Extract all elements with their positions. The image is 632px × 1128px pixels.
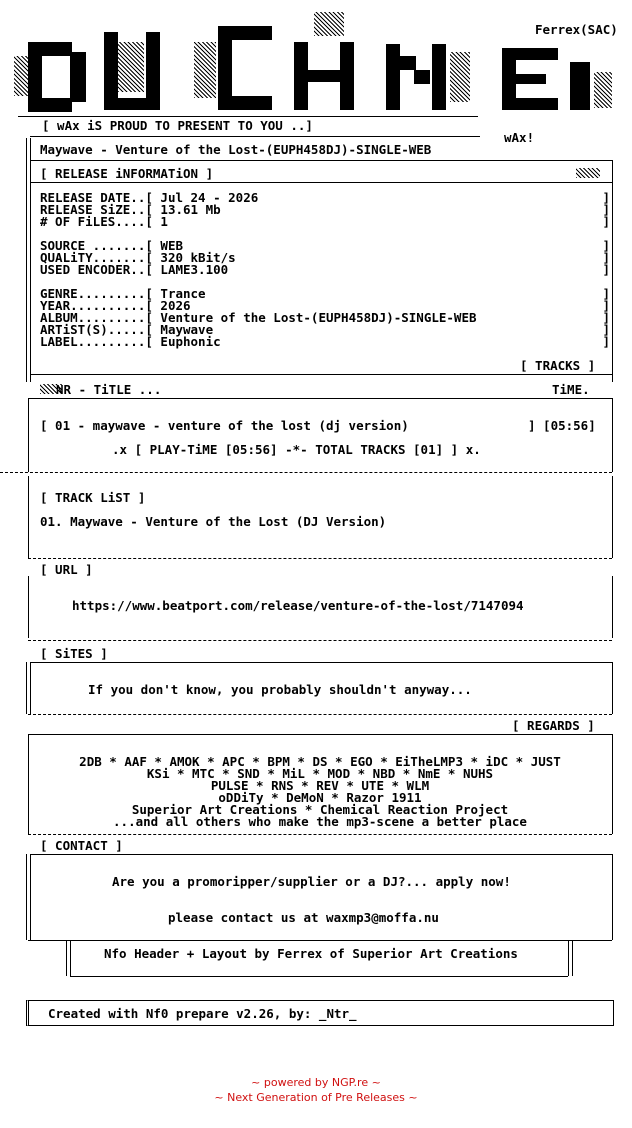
- contact-line-1: Are you a promoripper/supplier or a DJ?... apply now!: [112, 874, 511, 889]
- powered-by: ~ powered by NGP.re ~: [251, 1076, 381, 1089]
- info-close-bracket: ]: [602, 322, 610, 337]
- info-close-bracket: ]: [602, 298, 610, 313]
- playtime-summary: .x [ PLAY-TiME [05:56] -*- TOTAL TRACKS [01] ] x.: [112, 442, 481, 457]
- info-label: ALBUM.........[: [40, 310, 153, 325]
- info-value: Maywave: [160, 322, 214, 337]
- contact-heading: [ CONTACT ]: [40, 838, 123, 853]
- regards-line: oDDiTy * DeMoN * Razor 1911: [218, 790, 422, 805]
- regards-lines: [28, 756, 612, 828]
- header-tagline: [ wAx iS PROUD TO PRESENT TO YOU ..]: [42, 118, 313, 133]
- regards-line: KSi * MTC * SND * MiL * MOD * NBD * NmE * NUHS: [146, 766, 494, 781]
- ascii-logo: [14, 12, 614, 118]
- info-label: YEAR..........[: [40, 298, 153, 313]
- info-close-bracket: ]: [602, 250, 610, 265]
- layout-credit: Nfo Header + Layout by Ferrex of Superior Art Creations: [104, 946, 518, 961]
- header-credit: Ferrex(SAC): [535, 22, 618, 37]
- info-value: Trance: [160, 286, 206, 301]
- info-close-bracket: ]: [602, 214, 610, 229]
- info-close-bracket: ]: [602, 262, 610, 277]
- regards-line: Superior Art Creations * Chemical Reaction Project: [131, 802, 509, 817]
- info-close-bracket: ]: [602, 334, 610, 349]
- info-value: Euphonic: [160, 334, 221, 349]
- info-close-bracket: ]: [602, 286, 610, 301]
- info-value: Venture of the Lost-(EUPH458DJ)-SINGLE-WEB: [160, 310, 477, 325]
- track-row: [ 01 - maywave - venture of the lost (dj version): [40, 418, 409, 433]
- regards-line: 2DB * AAF * AMOK * APC * BPM * DS * EGO * EiTheLMP3 * iDC * JUST: [79, 754, 561, 769]
- tracks-heading: [ TRACKS ]: [520, 358, 596, 373]
- created-with: Created with Nf0 prepare v2.26, by: _Ntr_: [48, 1006, 357, 1021]
- sites-text: If you don't know, you probably shouldn't anyway...: [88, 682, 472, 697]
- wax-tag: wAx!: [504, 130, 535, 145]
- info-value: LAME3.100: [160, 262, 229, 277]
- info-value: Jul 24 - 2026: [160, 190, 259, 205]
- regards-heading: [ REGARDS ]: [512, 718, 595, 733]
- release-info-table: [40, 192, 610, 348]
- info-value: WEB: [160, 238, 183, 253]
- release-name: Maywave - Venture of the Lost-(EUPH458DJ)-SINGLE-WEB: [40, 142, 432, 157]
- col-time: TiME.: [552, 382, 590, 397]
- info-label: GENRE.........[: [40, 286, 153, 301]
- col-nr-title: NR - TiTLE ...: [56, 382, 162, 397]
- info-close-bracket: ]: [602, 190, 610, 205]
- regards-line: ...and all others who make the mp3-scene a better place: [113, 814, 527, 829]
- info-close-bracket: ]: [602, 202, 610, 217]
- track-time: ] [05:56]: [528, 418, 596, 433]
- info-label: USED ENCODER..[: [40, 262, 153, 277]
- info-close-bracket: ]: [602, 238, 610, 253]
- url-heading: [ URL ]: [40, 562, 93, 577]
- info-label: # OF FiLES....[: [40, 214, 153, 229]
- contact-email[interactable]: please contact us at waxmp3@moffa.nu: [168, 910, 439, 925]
- info-label: SOURCE .......[: [40, 238, 153, 253]
- info-row: [40, 264, 610, 276]
- info-label: RELEASE DATE..[: [40, 190, 153, 205]
- powered-tagline: ~ Next Generation of Pre Releases ~: [214, 1091, 418, 1104]
- info-label: ARTiST(S).....[: [40, 322, 153, 337]
- info-value: 13.61 Mb: [160, 202, 221, 217]
- info-close-bracket: ]: [602, 310, 610, 325]
- sites-heading: [ SiTES ]: [40, 646, 108, 661]
- info-row: [40, 216, 610, 228]
- track-list-heading: [ TRACK LiST ]: [40, 490, 146, 505]
- release-info-heading: [ RELEASE iNFORMATiON ]: [40, 166, 214, 181]
- info-value: 1: [160, 214, 168, 229]
- info-label: QUALiTY.......[: [40, 250, 153, 265]
- info-value: 2026: [160, 298, 191, 313]
- track-list-item: 01. Maywave - Venture of the Lost (DJ Version): [40, 514, 387, 529]
- info-value: 320 kBit/s: [160, 250, 236, 265]
- info-label: RELEASE SiZE..[: [40, 202, 153, 217]
- info-row: [40, 336, 610, 348]
- regards-line: PULSE * RNS * REV * UTE * WLM: [210, 778, 430, 793]
- url-link[interactable]: https://www.beatport.com/release/venture-of-the-lost/7147094: [72, 598, 524, 613]
- info-label: LABEL.........[: [40, 334, 153, 349]
